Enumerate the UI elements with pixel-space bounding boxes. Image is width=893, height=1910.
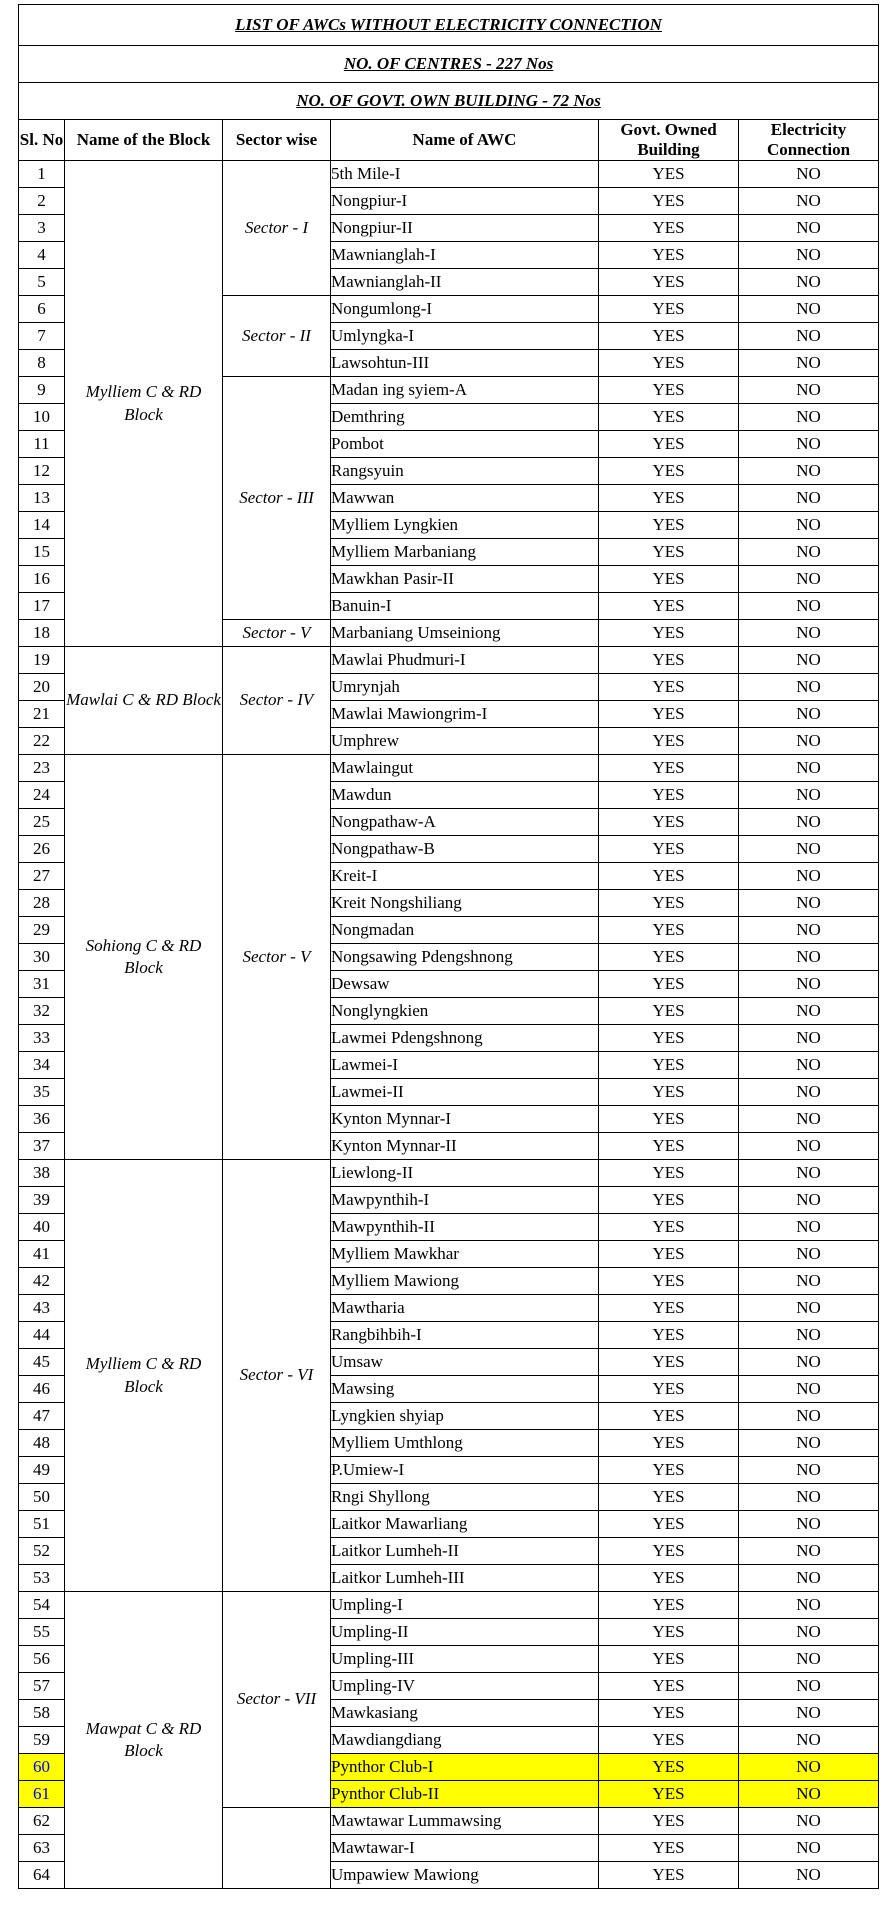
cell-sl-no: 23 [19, 755, 65, 782]
cell-sl-no: 4 [19, 242, 65, 269]
cell-sl-no: 40 [19, 1214, 65, 1241]
cell-govt-owned-building: YES [599, 1862, 739, 1889]
cell-sl-no: 19 [19, 647, 65, 674]
cell-sl-no: 11 [19, 431, 65, 458]
cell-electricity-connection: NO [739, 431, 879, 458]
cell-electricity-connection: NO [739, 674, 879, 701]
cell-sl-no: 7 [19, 323, 65, 350]
cell-awc-name: Madan ing syiem-A [331, 377, 599, 404]
cell-awc-name: P.Umiew-I [331, 1457, 599, 1484]
cell-govt-owned-building: YES [599, 1484, 739, 1511]
cell-electricity-connection: NO [739, 215, 879, 242]
cell-sl-no: 12 [19, 458, 65, 485]
cell-electricity-connection: NO [739, 1403, 879, 1430]
cell-sl-no: 45 [19, 1349, 65, 1376]
cell-awc-name: Mawnianglah-II [331, 269, 599, 296]
cell-awc-name: 5th Mile-I [331, 161, 599, 188]
cell-sector-name: Sector - V [223, 755, 331, 1160]
cell-govt-owned-building: YES [599, 1835, 739, 1862]
cell-govt-owned-building: YES [599, 1808, 739, 1835]
cell-govt-owned-building: YES [599, 1133, 739, 1160]
cell-electricity-connection: NO [739, 350, 879, 377]
cell-sl-no: 29 [19, 917, 65, 944]
awc-table [18, 4, 879, 1889]
cell-awc-name: Mawdun [331, 782, 599, 809]
cell-awc-name: Mawpynthih-II [331, 1214, 599, 1241]
cell-sl-no: 15 [19, 539, 65, 566]
cell-electricity-connection: NO [739, 1646, 879, 1673]
cell-govt-owned-building: YES [599, 728, 739, 755]
cell-electricity-connection: NO [739, 1835, 879, 1862]
cell-govt-owned-building: YES [599, 1106, 739, 1133]
cell-electricity-connection: NO [739, 1700, 879, 1727]
column-header-sector: Sector wise [223, 120, 331, 161]
cell-govt-owned-building: YES [599, 404, 739, 431]
cell-govt-owned-building: YES [599, 1079, 739, 1106]
column-header-elec: Electricity Connection [739, 120, 879, 161]
cell-sl-no: 47 [19, 1403, 65, 1430]
cell-govt-owned-building: YES [599, 1619, 739, 1646]
cell-sl-no: 32 [19, 998, 65, 1025]
cell-awc-name: Lyngkien shyiap [331, 1403, 599, 1430]
cell-sl-no: 25 [19, 809, 65, 836]
cell-block-name: Mylliem C & RD Block [65, 1160, 223, 1592]
cell-electricity-connection: NO [739, 1187, 879, 1214]
cell-sl-no: 63 [19, 1835, 65, 1862]
cell-sl-no: 41 [19, 1241, 65, 1268]
cell-govt-owned-building: YES [599, 944, 739, 971]
cell-govt-owned-building: YES [599, 215, 739, 242]
cell-block-name: Sohiong C & RD Block [65, 755, 223, 1160]
table-header-row [19, 120, 879, 161]
cell-sl-no: 34 [19, 1052, 65, 1079]
cell-electricity-connection: NO [739, 1862, 879, 1889]
title-row-buildings [19, 83, 879, 120]
table-row [19, 161, 879, 188]
cell-sl-no: 61 [19, 1781, 65, 1808]
cell-sl-no: 49 [19, 1457, 65, 1484]
cell-block-name: Mylliem C & RD Block [65, 161, 223, 647]
cell-sl-no: 62 [19, 1808, 65, 1835]
cell-awc-name: Mawlai Phudmuri-I [331, 647, 599, 674]
cell-govt-owned-building: YES [599, 593, 739, 620]
cell-govt-owned-building: YES [599, 1565, 739, 1592]
cell-electricity-connection: NO [739, 1322, 879, 1349]
cell-govt-owned-building: YES [599, 1538, 739, 1565]
cell-govt-owned-building: YES [599, 458, 739, 485]
cell-govt-owned-building: YES [599, 1592, 739, 1619]
cell-awc-name: Mawlaingut [331, 755, 599, 782]
cell-electricity-connection: NO [739, 728, 879, 755]
cell-electricity-connection: NO [739, 566, 879, 593]
cell-sl-no: 42 [19, 1268, 65, 1295]
cell-govt-owned-building: YES [599, 998, 739, 1025]
cell-govt-owned-building: YES [599, 1457, 739, 1484]
cell-sl-no: 54 [19, 1592, 65, 1619]
cell-govt-owned-building: YES [599, 917, 739, 944]
cell-sl-no: 48 [19, 1430, 65, 1457]
cell-sl-no: 6 [19, 296, 65, 323]
cell-sl-no: 38 [19, 1160, 65, 1187]
cell-awc-name: Pynthor Club-I [331, 1754, 599, 1781]
cell-govt-owned-building: YES [599, 1403, 739, 1430]
cell-govt-owned-building: YES [599, 1160, 739, 1187]
cell-sl-no: 13 [19, 485, 65, 512]
cell-awc-name: Mawtharia [331, 1295, 599, 1322]
cell-electricity-connection: NO [739, 1592, 879, 1619]
cell-awc-name: Nongpiur-I [331, 188, 599, 215]
cell-awc-name: Umrynjah [331, 674, 599, 701]
cell-govt-owned-building: YES [599, 836, 739, 863]
cell-sl-no: 60 [19, 1754, 65, 1781]
cell-govt-owned-building: YES [599, 1295, 739, 1322]
cell-sl-no: 31 [19, 971, 65, 998]
cell-electricity-connection: NO [739, 1160, 879, 1187]
cell-awc-name: Mylliem Marbaniang [331, 539, 599, 566]
cell-electricity-connection: NO [739, 971, 879, 998]
cell-awc-name: Mawwan [331, 485, 599, 512]
cell-govt-owned-building: YES [599, 269, 739, 296]
cell-electricity-connection: NO [739, 1727, 879, 1754]
cell-electricity-connection: NO [739, 1349, 879, 1376]
cell-electricity-connection: NO [739, 1538, 879, 1565]
cell-electricity-connection: NO [739, 890, 879, 917]
cell-awc-name: Mylliem Lyngkien [331, 512, 599, 539]
cell-awc-name: Laitkor Lumheh-III [331, 1565, 599, 1592]
cell-awc-name: Umsaw [331, 1349, 599, 1376]
cell-electricity-connection: NO [739, 755, 879, 782]
cell-awc-name: Demthring [331, 404, 599, 431]
cell-govt-owned-building: YES [599, 782, 739, 809]
cell-govt-owned-building: YES [599, 242, 739, 269]
cell-govt-owned-building: YES [599, 1754, 739, 1781]
column-header-sl: Sl. No [19, 120, 65, 161]
cell-awc-name: Mawnianglah-I [331, 242, 599, 269]
cell-sl-no: 57 [19, 1673, 65, 1700]
cell-awc-name: Lawmei Pdengshnong [331, 1025, 599, 1052]
table-row [19, 1160, 879, 1187]
cell-sl-no: 53 [19, 1565, 65, 1592]
cell-electricity-connection: NO [739, 1376, 879, 1403]
title-row-centres [19, 46, 879, 83]
cell-electricity-connection: NO [739, 1241, 879, 1268]
cell-sl-no: 50 [19, 1484, 65, 1511]
cell-electricity-connection: NO [739, 1673, 879, 1700]
cell-electricity-connection: NO [739, 1295, 879, 1322]
cell-awc-name: Umpling-II [331, 1619, 599, 1646]
cell-govt-owned-building: YES [599, 1268, 739, 1295]
title-row-main [19, 5, 879, 46]
document-title: LIST OF AWCs WITHOUT ELECTRICITY CONNECTION [19, 5, 879, 46]
cell-awc-name: Kreit Nongshiliang [331, 890, 599, 917]
cell-awc-name: Mylliem Umthlong [331, 1430, 599, 1457]
cell-sl-no: 36 [19, 1106, 65, 1133]
cell-electricity-connection: NO [739, 1052, 879, 1079]
cell-electricity-connection: NO [739, 863, 879, 890]
cell-electricity-connection: NO [739, 1781, 879, 1808]
cell-govt-owned-building: YES [599, 161, 739, 188]
cell-govt-owned-building: YES [599, 566, 739, 593]
cell-govt-owned-building: YES [599, 188, 739, 215]
cell-govt-owned-building: YES [599, 647, 739, 674]
cell-sl-no: 9 [19, 377, 65, 404]
cell-sl-no: 10 [19, 404, 65, 431]
cell-electricity-connection: NO [739, 458, 879, 485]
cell-awc-name: Banuin-I [331, 593, 599, 620]
cell-govt-owned-building: YES [599, 1241, 739, 1268]
cell-electricity-connection: NO [739, 998, 879, 1025]
cell-awc-name: Rangbihbih-I [331, 1322, 599, 1349]
cell-electricity-connection: NO [739, 1430, 879, 1457]
cell-sl-no: 3 [19, 215, 65, 242]
cell-electricity-connection: NO [739, 917, 879, 944]
cell-awc-name: Umpling-III [331, 1646, 599, 1673]
cell-electricity-connection: NO [739, 1565, 879, 1592]
cell-awc-name: Mylliem Mawiong [331, 1268, 599, 1295]
cell-awc-name: Lawsohtun-III [331, 350, 599, 377]
cell-awc-name: Umpling-IV [331, 1673, 599, 1700]
cell-sl-no: 26 [19, 836, 65, 863]
column-header-block: Name of the Block [65, 120, 223, 161]
cell-govt-owned-building: YES [599, 323, 739, 350]
cell-govt-owned-building: YES [599, 1187, 739, 1214]
cell-electricity-connection: NO [739, 512, 879, 539]
cell-sl-no: 2 [19, 188, 65, 215]
cell-govt-owned-building: YES [599, 1025, 739, 1052]
cell-electricity-connection: NO [739, 944, 879, 971]
cell-electricity-connection: NO [739, 620, 879, 647]
cell-awc-name: Nongpathaw-B [331, 836, 599, 863]
cell-sl-no: 44 [19, 1322, 65, 1349]
cell-sl-no: 55 [19, 1619, 65, 1646]
cell-govt-owned-building: YES [599, 1781, 739, 1808]
cell-sl-no: 59 [19, 1727, 65, 1754]
cell-sector-name [223, 1808, 331, 1889]
cell-govt-owned-building: YES [599, 701, 739, 728]
table-row [19, 1592, 879, 1619]
cell-electricity-connection: NO [739, 782, 879, 809]
cell-sl-no: 28 [19, 890, 65, 917]
cell-sl-no: 35 [19, 1079, 65, 1106]
cell-electricity-connection: NO [739, 1133, 879, 1160]
cell-sl-no: 46 [19, 1376, 65, 1403]
table-row [19, 755, 879, 782]
cell-awc-name: Mawsing [331, 1376, 599, 1403]
cell-electricity-connection: NO [739, 269, 879, 296]
cell-awc-name: Rngi Shyllong [331, 1484, 599, 1511]
cell-sector-name: Sector - V [223, 620, 331, 647]
cell-awc-name: Kynton Mynnar-I [331, 1106, 599, 1133]
cell-awc-name: Mawlai Mawiongrim-I [331, 701, 599, 728]
cell-govt-owned-building: YES [599, 1349, 739, 1376]
cell-sl-no: 20 [19, 674, 65, 701]
buildings-count: NO. OF GOVT. OWN BUILDING - 72 Nos [19, 83, 879, 120]
cell-govt-owned-building: YES [599, 1646, 739, 1673]
cell-sl-no: 8 [19, 350, 65, 377]
cell-electricity-connection: NO [739, 1079, 879, 1106]
cell-awc-name: Pombot [331, 431, 599, 458]
cell-sector-name: Sector - VII [223, 1592, 331, 1808]
cell-sl-no: 58 [19, 1700, 65, 1727]
table-row [19, 647, 879, 674]
column-header-gov: Govt. Owned Building [599, 120, 739, 161]
cell-electricity-connection: NO [739, 1457, 879, 1484]
cell-govt-owned-building: YES [599, 863, 739, 890]
cell-awc-name: Mawkhan Pasir-II [331, 566, 599, 593]
cell-awc-name: Umpawiew Mawiong [331, 1862, 599, 1889]
cell-awc-name: Mawdiangdiang [331, 1727, 599, 1754]
cell-awc-name: Mawtawar Lummawsing [331, 1808, 599, 1835]
cell-electricity-connection: NO [739, 242, 879, 269]
cell-awc-name: Nongpiur-II [331, 215, 599, 242]
cell-electricity-connection: NO [739, 188, 879, 215]
cell-sl-no: 37 [19, 1133, 65, 1160]
cell-govt-owned-building: YES [599, 1214, 739, 1241]
cell-govt-owned-building: YES [599, 1376, 739, 1403]
cell-govt-owned-building: YES [599, 377, 739, 404]
cell-awc-name: Mawpynthih-I [331, 1187, 599, 1214]
cell-sl-no: 33 [19, 1025, 65, 1052]
cell-electricity-connection: NO [739, 836, 879, 863]
cell-electricity-connection: NO [739, 593, 879, 620]
cell-electricity-connection: NO [739, 809, 879, 836]
cell-awc-name: Mylliem Mawkhar [331, 1241, 599, 1268]
cell-sl-no: 64 [19, 1862, 65, 1889]
cell-govt-owned-building: YES [599, 512, 739, 539]
cell-electricity-connection: NO [739, 1214, 879, 1241]
cell-sl-no: 18 [19, 620, 65, 647]
cell-sl-no: 24 [19, 782, 65, 809]
cell-sl-no: 51 [19, 1511, 65, 1538]
cell-awc-name: Umpling-I [331, 1592, 599, 1619]
cell-awc-name: Mawkasiang [331, 1700, 599, 1727]
cell-awc-name: Umphrew [331, 728, 599, 755]
cell-awc-name: Umlyngka-I [331, 323, 599, 350]
cell-awc-name: Dewsaw [331, 971, 599, 998]
cell-govt-owned-building: YES [599, 485, 739, 512]
cell-sl-no: 17 [19, 593, 65, 620]
cell-awc-name: Rangsyuin [331, 458, 599, 485]
cell-electricity-connection: NO [739, 1484, 879, 1511]
cell-awc-name: Nongsawing Pdengshnong [331, 944, 599, 971]
cell-sl-no: 16 [19, 566, 65, 593]
cell-awc-name: Lawmei-II [331, 1079, 599, 1106]
cell-electricity-connection: NO [739, 1106, 879, 1133]
cell-sl-no: 27 [19, 863, 65, 890]
cell-sl-no: 5 [19, 269, 65, 296]
cell-sector-name: Sector - III [223, 377, 331, 620]
cell-awc-name: Marbaniang Umseiniong [331, 620, 599, 647]
cell-awc-name: Nongmadan [331, 917, 599, 944]
cell-sl-no: 52 [19, 1538, 65, 1565]
cell-electricity-connection: NO [739, 296, 879, 323]
cell-electricity-connection: NO [739, 647, 879, 674]
column-header-awc: Name of AWC [331, 120, 599, 161]
cell-electricity-connection: NO [739, 323, 879, 350]
cell-awc-name: Lawmei-I [331, 1052, 599, 1079]
cell-electricity-connection: NO [739, 1754, 879, 1781]
cell-sl-no: 22 [19, 728, 65, 755]
cell-govt-owned-building: YES [599, 1430, 739, 1457]
cell-block-name: Mawpat C & RD Block [65, 1592, 223, 1889]
cell-govt-owned-building: YES [599, 620, 739, 647]
cell-govt-owned-building: YES [599, 1322, 739, 1349]
cell-awc-name: Laitkor Mawarliang [331, 1511, 599, 1538]
cell-govt-owned-building: YES [599, 1511, 739, 1538]
cell-govt-owned-building: YES [599, 674, 739, 701]
cell-sl-no: 56 [19, 1646, 65, 1673]
centres-count: NO. OF CENTRES - 227 Nos [19, 46, 879, 83]
cell-electricity-connection: NO [739, 1025, 879, 1052]
cell-govt-owned-building: YES [599, 809, 739, 836]
cell-govt-owned-building: YES [599, 539, 739, 566]
cell-awc-name: Laitkor Lumheh-II [331, 1538, 599, 1565]
cell-sl-no: 39 [19, 1187, 65, 1214]
cell-sector-name: Sector - IV [223, 647, 331, 755]
cell-electricity-connection: NO [739, 1511, 879, 1538]
cell-electricity-connection: NO [739, 161, 879, 188]
cell-govt-owned-building: YES [599, 431, 739, 458]
cell-block-name: Mawlai C & RD Block [65, 647, 223, 755]
cell-govt-owned-building: YES [599, 1673, 739, 1700]
cell-sl-no: 1 [19, 161, 65, 188]
cell-electricity-connection: NO [739, 1268, 879, 1295]
cell-sector-name: Sector - I [223, 161, 331, 296]
cell-awc-name: Nongumlong-I [331, 296, 599, 323]
cell-electricity-connection: NO [739, 377, 879, 404]
cell-electricity-connection: NO [739, 539, 879, 566]
cell-electricity-connection: NO [739, 701, 879, 728]
cell-govt-owned-building: YES [599, 755, 739, 782]
cell-govt-owned-building: YES [599, 890, 739, 917]
cell-govt-owned-building: YES [599, 971, 739, 998]
cell-sector-name: Sector - VI [223, 1160, 331, 1592]
cell-sl-no: 21 [19, 701, 65, 728]
cell-electricity-connection: NO [739, 1808, 879, 1835]
cell-electricity-connection: NO [739, 485, 879, 512]
cell-awc-name: Nongpathaw-A [331, 809, 599, 836]
cell-awc-name: Pynthor Club-II [331, 1781, 599, 1808]
cell-awc-name: Mawtawar-I [331, 1835, 599, 1862]
cell-govt-owned-building: YES [599, 296, 739, 323]
cell-electricity-connection: NO [739, 1619, 879, 1646]
cell-sl-no: 30 [19, 944, 65, 971]
cell-sl-no: 43 [19, 1295, 65, 1322]
cell-govt-owned-building: YES [599, 1727, 739, 1754]
cell-govt-owned-building: YES [599, 1052, 739, 1079]
cell-awc-name: Liewlong-II [331, 1160, 599, 1187]
cell-awc-name: Kreit-I [331, 863, 599, 890]
cell-sl-no: 14 [19, 512, 65, 539]
cell-govt-owned-building: YES [599, 1700, 739, 1727]
cell-awc-name: Kynton Mynnar-II [331, 1133, 599, 1160]
cell-govt-owned-building: YES [599, 350, 739, 377]
cell-electricity-connection: NO [739, 404, 879, 431]
cell-awc-name: Nonglyngkien [331, 998, 599, 1025]
cell-sector-name: Sector - II [223, 296, 331, 377]
